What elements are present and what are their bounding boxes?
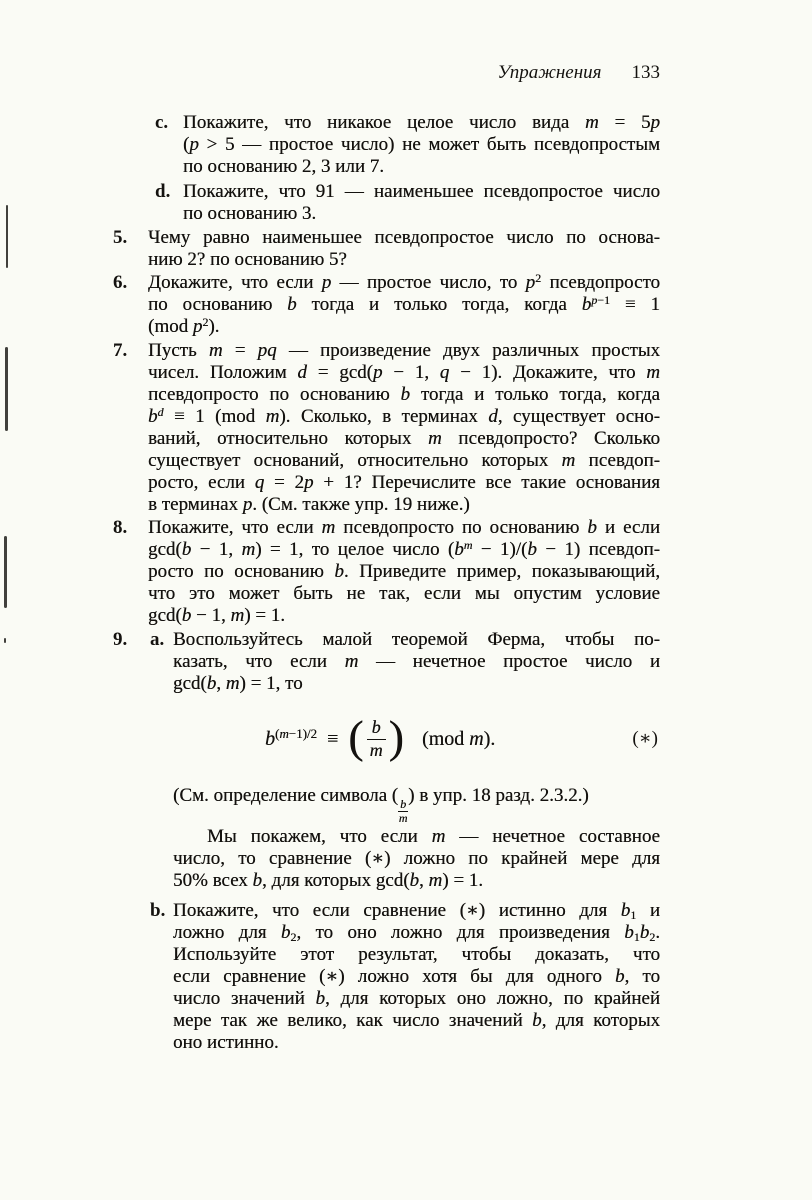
text-line: по основанию 3. [183, 203, 317, 224]
equation-tag: (∗) [632, 728, 658, 749]
text-line: ваний, относительно которых m псевдопросто? Сколько [148, 428, 660, 449]
item-text [148, 272, 660, 338]
exercise-item-9a [150, 629, 660, 892]
exercise-item-6 [113, 272, 660, 338]
text-line: Мы покажем, что если m — нечетное составное [207, 826, 660, 848]
text-line: росто, если q = 2p + 1? Перечислите все такие основания [148, 472, 661, 493]
text-line: росто по основанию b. Приведите пример, показывающий, [148, 561, 660, 582]
text-line: в терминах p. (См. также упр. 19 ниже.) [148, 494, 470, 515]
text-line: казать, что если m — нечетное простое число и [173, 651, 661, 672]
text-line: мере так же велико, как число значений b, для которых [173, 1010, 660, 1032]
text-line: ложно для $b_2$, то оно ложно для произведения $b_1b_2$. [173, 922, 660, 945]
text-line: gcd(b − 1, m) = 1, то целое число $(b^m - 1)/(b - 1)$ псевдоп- [148, 538, 661, 560]
exercise-item-7 [113, 340, 660, 516]
equivalence-symbol: ≡ [327, 728, 339, 750]
text-line: gcd(b − 1, m) = 1. [148, 605, 286, 626]
text-line: Докажите, что если p — простое число, то $p^2$ псевдопросто [148, 271, 661, 293]
left-paren: ( [348, 711, 364, 763]
legendre-denominator: m [369, 740, 383, 760]
text-line: gcd(b, m) = 1, то [173, 673, 303, 694]
text-line: (mod $p^2$). [148, 315, 220, 337]
note-line: (См. определение символа ( $\frac{b}{m}$ ) в упр. 18 разд. 2.3.2.) [173, 785, 589, 825]
legendre-numerator: b [367, 717, 386, 740]
item-text [183, 112, 660, 178]
exercise-item-9b [150, 900, 660, 1054]
scan-artifact [6, 205, 8, 268]
item-text [173, 629, 660, 892]
text-line: Используйте этот результат, чтобы доказать, что [173, 944, 660, 966]
item-text [173, 900, 660, 1054]
displayed-equation [173, 711, 660, 767]
scan-artifact [4, 638, 6, 643]
text-line: Пусть m = pq — произведение двух различных простых [148, 340, 661, 361]
text-line: (p > 5 — простое число) не может быть псевдопростым [183, 134, 660, 155]
right-paren: ) [388, 711, 404, 763]
item-label: a. [150, 629, 165, 650]
equation-mod: (mod m). [421, 728, 496, 750]
exercise-item-9 [113, 629, 660, 1054]
scan-artifact [5, 347, 8, 431]
page-number: 133 [631, 62, 660, 83]
exercise-item-5 [113, 227, 660, 271]
text-line: по основанию b тогда и только тогда, когда $b^{p-1} \equiv 1$ [148, 293, 660, 315]
item-text [183, 181, 660, 225]
text-line: если сравнение (∗) ложно хотя бы для одного b, то [173, 966, 660, 988]
text-line: по основанию 2, 3 или 7. [183, 156, 384, 177]
text-line: Покажите, что 91 — наименьшее псевдопростое число [183, 181, 660, 202]
running-header [0, 62, 660, 84]
text-line: 50% всех b, для которых gcd(b, m) = 1. [173, 870, 484, 892]
item-number: 8. [113, 517, 128, 538]
text-line: Покажите, что если сравнение (∗) истинно для $b_1$ и [173, 900, 660, 923]
text-line: Чему равно наименьшее псевдопростое число по основа- [148, 227, 660, 248]
item-number: 6. [113, 272, 128, 293]
text-line: Покажите, что если m псевдопросто по основанию b и если [148, 517, 660, 538]
scan-artifact [4, 536, 7, 608]
item-label: d. [155, 181, 171, 202]
subitems-column [150, 629, 660, 1054]
item-number: 5. [113, 227, 128, 248]
item-number: 9. [113, 629, 128, 650]
item-text [148, 227, 660, 271]
text-line: число, то сравнение (∗) ложно по крайней мере для [173, 848, 660, 870]
item-text [148, 340, 660, 516]
text-line: нию 2? по основанию 5? [148, 249, 347, 270]
equation-lhs: $b^{(m-1)/2}$ [265, 726, 318, 750]
text-line: существует оснований, относительно которых m псевдоп- [148, 450, 660, 471]
item-label: c. [155, 112, 169, 133]
running-title: Упражнения [497, 62, 602, 83]
text-line: чисел. Положим d = gcd(p − 1, q − 1). Докажите, что m [148, 362, 660, 383]
item-label: b. [150, 900, 166, 922]
equation-math [265, 711, 496, 763]
text-line: число значений b, для которых оно ложно, по крайней [173, 988, 660, 1010]
item-text [148, 517, 660, 627]
legendre-symbol [367, 717, 386, 760]
text-line: Воспользуйтесь малой теоремой Ферма, чтобы по- [173, 629, 660, 650]
text-line: псевдопросто по основанию b тогда и только тогда, когда [148, 384, 660, 405]
exercise-item-8 [113, 517, 660, 627]
text-line: что это может быть не так, если мы опустим условие [148, 583, 660, 604]
item-number: 7. [113, 340, 128, 361]
exercise-item-d [113, 181, 660, 225]
exercise-item-c [113, 112, 660, 178]
text-line: оно истинно. [173, 1032, 279, 1054]
text-line: $b^d \equiv 1$ (mod m). Сколько, в терминах d, существует осно- [148, 405, 660, 427]
text-line: Покажите, что никакое целое число вида m = 5p [183, 112, 660, 133]
